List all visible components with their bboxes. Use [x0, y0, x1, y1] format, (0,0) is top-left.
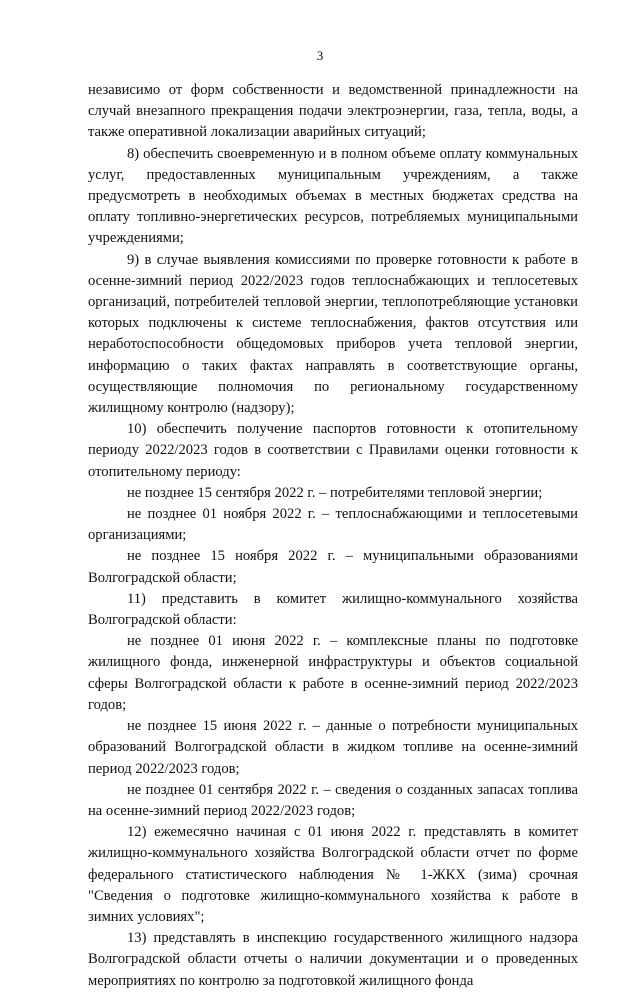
paragraph-item-9: 9) в случае выявления комиссиями по проверке готовности к работе в осенне-зимний период 2022/2023 годов теплоснабжающих и теплосетевых организаций, потребителей тепловой энергии, теплопотребляющие установки которых подключены к системе теплоснабжения, фактов отсутствия или неработоспособности общедомовых приборов учета тепловой энергии, информацию о таких фактах направлять в соответствующие органы, осуществляющие полномочия по региональному государственному жилищному контролю (надзору);: [88, 251, 578, 417]
paragraph-item-13: 13) представлять в инспекцию государственного жилищного надзора Волгоградской области отчеты о наличии документации и о проведенных мероприятиях по контролю за подготовкой жилищного фонда: [88, 930, 578, 989]
paragraph-item-8: 8) обеспечить своевременную и в полном объеме оплату коммунальных услуг, предоставленных муниципальным учреждениям, а также предусмотреть в необходимых объемах в местных бюджетах средства на оплату топливно-энергетических ресурсов, потребляемых муниципальными учреждениями;: [88, 145, 578, 247]
paragraph-continuation: независимо от форм собственности и ведомственной принадлежности на случай внезапного прекращения подачи электроэнергии, газа, тепла, воды, а также оперативной локализации аварийных ситуаций;: [88, 82, 578, 141]
paragraph-item-11: 11) представить в комитет жилищно-коммунального хозяйства Волгоградской области:: [88, 590, 578, 629]
document-body: [88, 80, 578, 992]
paragraph-deadline-heat-suppliers: не позднее 01 ноября 2022 г. – теплоснабжающими и теплосетевыми организациями;: [88, 506, 578, 544]
paragraph-item-12: 12) ежемесячно начиная с 01 июня 2022 г. представлять в комитет жилищно-коммунального хозяйства Волгоградской области отчет по форме федерального статистического наблюдения № 1-ЖКХ (зима) срочная "Сведения о подготовке жилищно-коммунального хозяйства к работе в зимних условиях";: [88, 824, 578, 925]
paragraph-deadline-municipalities: не позднее 15 ноября 2022 г. – муниципальными образованиями Волгоградской области;: [88, 548, 578, 586]
paragraph-deadline-consumers: не позднее 15 сентября 2022 г. – потребителями тепловой энергии;: [127, 484, 543, 501]
paragraph-deadline-complex-plans: не позднее 01 июня 2022 г. – комплексные планы по подготовке жилищного фонда, инженерной инфраструктуры и объектов социальной сферы Волгоградской области к работе в осенне-зимний период 2022/2023 годов;: [88, 633, 578, 713]
paragraph-deadline-fuel-reserves: не позднее 01 сентября 2022 г. – сведения о созданных запасах топлива на осенне-зимний период 2022/2023 годов;: [88, 781, 578, 819]
paragraph-item-10: 10) обеспечить получение паспортов готовности к отопительному периоду 2022/2023 годов в соответствии с Правилами оценки готовности к отопительному периоду:: [88, 421, 578, 480]
paragraph-deadline-fuel-demand: не позднее 15 июня 2022 г. – данные о потребности муниципальных образований Волгоградской области в жидком топливе на осенне-зимний период 2022/2023 годов;: [88, 718, 578, 777]
page-number: 3: [316, 48, 324, 63]
